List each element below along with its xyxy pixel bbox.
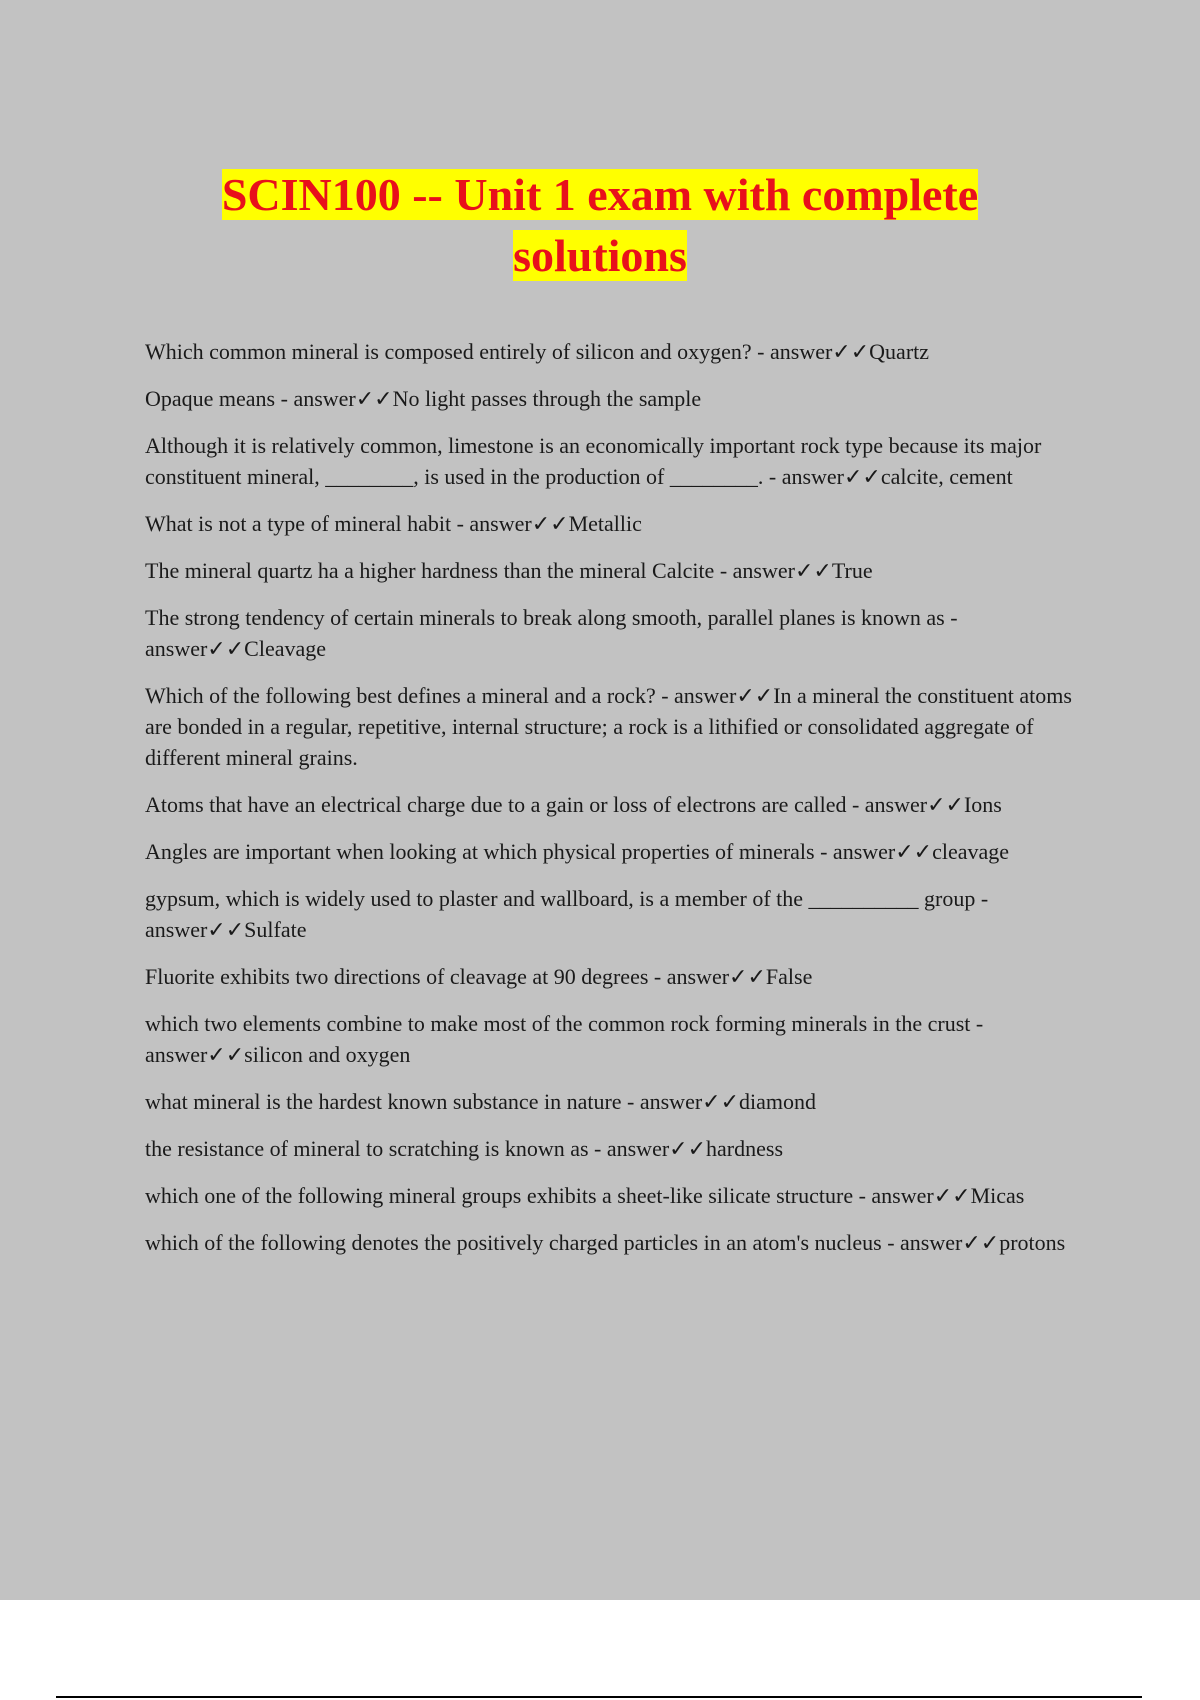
qa-item-6: The strong tendency of certain minerals to break along smooth, parallel planes is known as - answer✓✓Cleavage [145,605,958,661]
page-title [0,164,1200,286]
qa-item-13: what mineral is the hardest known substance in nature - answer✓✓diamond [145,1089,817,1114]
page-divider [56,1696,1142,1698]
qa-item-4: What is not a type of mineral habit - answer✓✓Metallic [145,511,642,536]
qa-item-3: Although it is relatively common, limestone is an economically important rock type because its major constituent mineral, ________, is used in the production of ________. - answer✓✓calcite, cement [145,433,1042,489]
qa-item-15: which one of the following mineral groups exhibits a sheet-like silicate structure - answer✓✓Micas [145,1183,1025,1208]
qa-list [145,336,1095,1274]
qa-item-9: Angles are important when looking at which physical properties of minerals - answer✓✓cleavage [145,839,1010,864]
qa-item-2: Opaque means - answer✓✓No light passes through the sample [145,386,702,411]
title-line-2: solutions [513,230,687,281]
qa-item-10: gypsum, which is widely used to plaster and wallboard, is a member of the __________ group - answer✓✓Sulfate [145,886,989,942]
qa-item-12: which two elements combine to make most of the common rock forming minerals in the crust - answer✓✓silicon and oxygen [145,1011,984,1067]
qa-item-1: Which common mineral is composed entirely of silicon and oxygen? - answer✓✓Quartz [145,339,930,364]
qa-item-7: Which of the following best defines a mineral and a rock? - answer✓✓In a mineral the constituent atoms are bonded in a regular, repetitive, internal structure; a rock is a lithified or consolidated aggregate of different mineral grains. [145,683,1072,770]
qa-item-5: The mineral quartz ha a higher hardness than the mineral Calcite - answer✓✓True [145,558,873,583]
title-line-1: SCIN100 -- Unit 1 exam with complete [221,169,979,220]
qa-item-8: Atoms that have an electrical charge due to a gain or loss of electrons are called - answer✓✓Ions [145,792,1002,817]
qa-item-16: which of the following denotes the positively charged particles in an atom's nucleus - answer✓✓protons [145,1230,1066,1255]
qa-item-11: Fluorite exhibits two directions of cleavage at 90 degrees - answer✓✓False [145,964,813,989]
qa-item-14: the resistance of mineral to scratching is known as - answer✓✓hardness [145,1136,784,1161]
